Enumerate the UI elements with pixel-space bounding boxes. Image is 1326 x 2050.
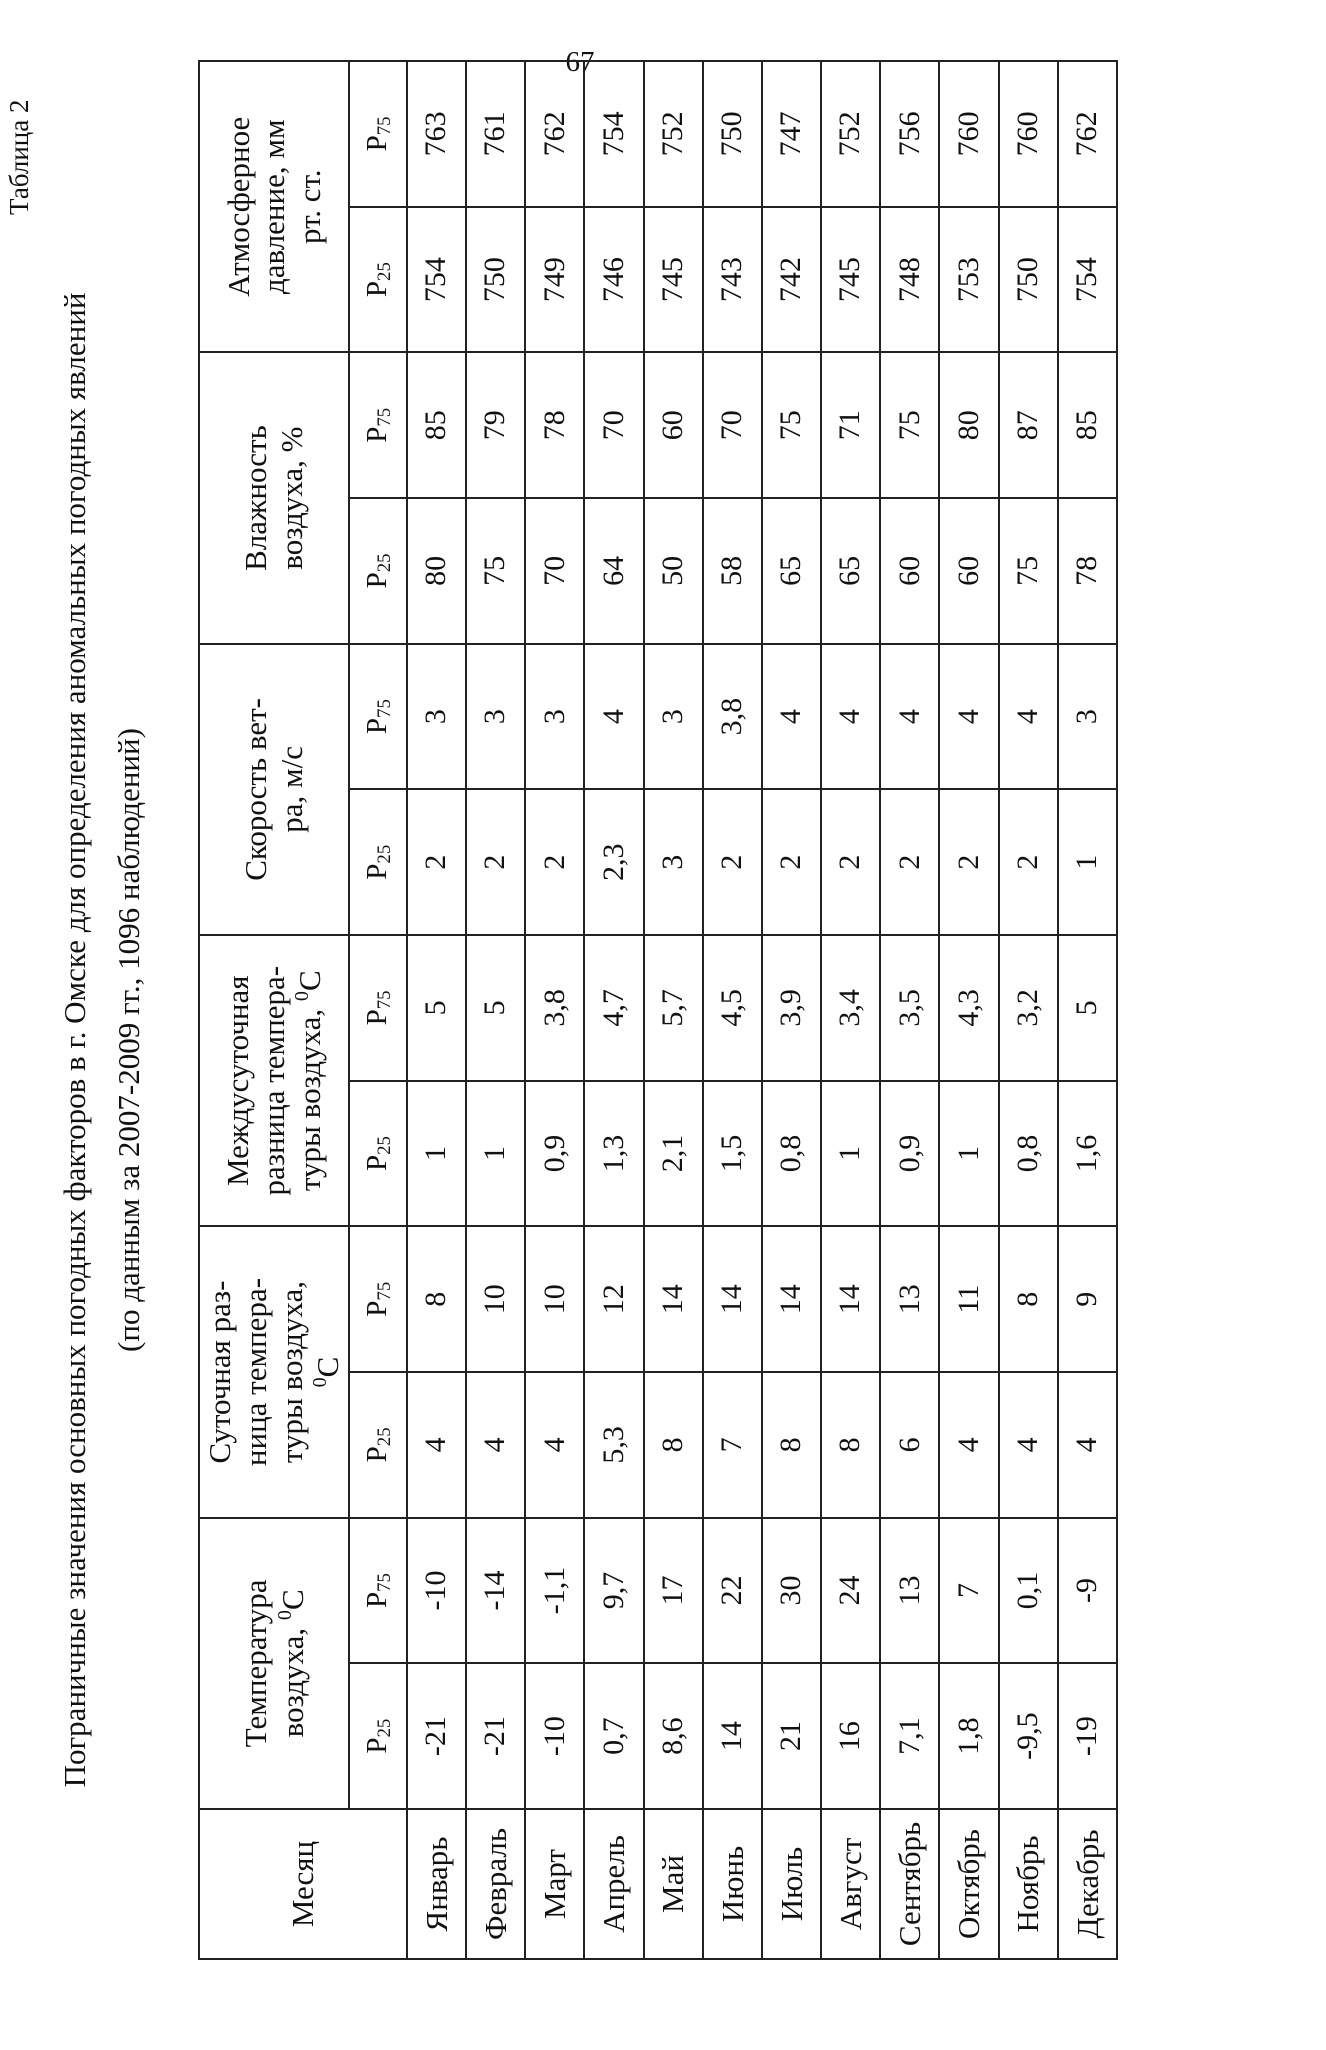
value-cell: 4 <box>407 1372 466 1518</box>
table-row <box>880 61 939 1959</box>
value-cell: 750 <box>999 207 1058 353</box>
group-header-line: разница темпера- <box>255 965 291 1196</box>
group-header-line: воздуха, % <box>274 426 309 570</box>
group-header-line: Температура <box>237 1579 273 1748</box>
value-cell: 3,4 <box>821 935 880 1081</box>
value-cell: 8 <box>762 1372 821 1518</box>
value-cell: 4 <box>466 1372 525 1518</box>
value-cell: 17 <box>644 1518 703 1664</box>
value-cell: 24 <box>821 1518 880 1664</box>
value-cell: 9,7 <box>584 1518 643 1664</box>
group-header-line: давление, мм <box>256 119 292 295</box>
value-cell: 14 <box>703 1226 762 1372</box>
value-cell: 7 <box>703 1372 762 1518</box>
value-cell: 4 <box>584 644 643 790</box>
value-cell: 756 <box>880 61 939 207</box>
value-cell: 4,5 <box>703 935 762 1081</box>
value-cell: 7,1 <box>880 1663 939 1809</box>
value-cell: 0,8 <box>999 1081 1058 1227</box>
percentile-75-header: $Р_{75}$ <box>349 1226 407 1372</box>
percentile-75-header: $Р_{75}$ <box>349 935 407 1081</box>
month-cell: Июнь <box>703 1809 762 1959</box>
value-cell: 746 <box>584 207 643 353</box>
value-cell: 8 <box>821 1372 880 1518</box>
value-cell: 50 <box>644 498 703 644</box>
value-cell: 752 <box>821 61 880 207</box>
value-cell: 3 <box>644 789 703 935</box>
value-cell: 5 <box>1058 935 1117 1081</box>
value-cell: 8 <box>644 1372 703 1518</box>
value-cell: 7 <box>939 1518 998 1664</box>
value-cell: 70 <box>525 498 584 644</box>
value-cell: 754 <box>1058 207 1117 353</box>
value-cell: 1 <box>821 1081 880 1227</box>
weather-thresholds-table <box>198 60 1118 1960</box>
percentile-75-header: $Р_{75}$ <box>349 1518 407 1664</box>
value-cell: 4 <box>999 644 1058 790</box>
group-header-line: Междусуточная <box>220 975 256 1186</box>
value-cell: 745 <box>821 207 880 353</box>
value-cell: 763 <box>407 61 466 207</box>
value-cell: 4 <box>880 644 939 790</box>
value-cell: 9 <box>1058 1226 1117 1372</box>
value-cell: 8 <box>407 1226 466 1372</box>
value-cell: 4 <box>939 1372 998 1518</box>
value-cell: 4 <box>999 1372 1058 1518</box>
value-cell: 14 <box>703 1663 762 1809</box>
value-cell: 3,8 <box>703 644 762 790</box>
percentile-25-header: $Р_{25}$ <box>349 1372 407 1518</box>
value-cell: 21 <box>762 1663 821 1809</box>
value-cell: 753 <box>939 207 998 353</box>
group-header-line: Суточная раз- <box>202 1280 238 1464</box>
value-cell: 4,7 <box>584 935 643 1081</box>
value-cell: 8,6 <box>644 1663 703 1809</box>
percentile-75-header: $Р_{75}$ <box>349 644 407 790</box>
value-cell: 65 <box>762 498 821 644</box>
value-cell: 10 <box>525 1226 584 1372</box>
value-cell: 16 <box>821 1663 880 1809</box>
month-cell: Январь <box>407 1809 466 1959</box>
table-row <box>407 61 466 1959</box>
value-cell: 14 <box>762 1226 821 1372</box>
value-cell: 5,3 <box>584 1372 643 1518</box>
value-cell: -10 <box>525 1663 584 1809</box>
value-cell: 762 <box>1058 61 1117 207</box>
value-cell: 4,3 <box>939 935 998 1081</box>
percentile-25-header: $Р_{25}$ <box>349 789 407 935</box>
group-header-pressure <box>199 61 349 352</box>
value-cell: 760 <box>939 61 998 207</box>
value-cell: 2 <box>407 789 466 935</box>
month-cell: Февраль <box>466 1809 525 1959</box>
percentile-75-header: $Р_{75}$ <box>349 352 407 498</box>
title-line-2: (по данным за 2007-2009 гг., 1096 наблюдений) <box>111 728 146 1352</box>
group-header-wind-speed <box>199 644 349 935</box>
table-row <box>939 61 998 1959</box>
month-cell: Апрель <box>584 1809 643 1959</box>
value-cell: 1 <box>407 1081 466 1227</box>
value-cell: 70 <box>584 352 643 498</box>
value-cell: 2 <box>703 789 762 935</box>
table-row <box>525 61 584 1959</box>
value-cell: 12 <box>584 1226 643 1372</box>
subheader-row <box>349 61 407 1959</box>
value-cell: 761 <box>466 61 525 207</box>
value-cell: 80 <box>939 352 998 498</box>
value-cell: 742 <box>762 207 821 353</box>
table-row <box>821 61 880 1959</box>
value-cell: 2 <box>880 789 939 935</box>
value-cell: 60 <box>880 498 939 644</box>
value-cell: 14 <box>821 1226 880 1372</box>
value-cell: 60 <box>644 352 703 498</box>
value-cell: 8 <box>999 1226 1058 1372</box>
value-cell: 2,1 <box>644 1081 703 1227</box>
value-cell: 3,8 <box>525 935 584 1081</box>
value-cell: 5 <box>407 935 466 1081</box>
value-cell: 5 <box>466 935 525 1081</box>
value-cell: -9 <box>1058 1518 1117 1664</box>
value-cell: 75 <box>466 498 525 644</box>
group-header-line: воздуха, $^0$C <box>273 1589 310 1738</box>
percentile-25-header: $Р_{25}$ <box>349 1663 407 1809</box>
value-cell: 80 <box>407 498 466 644</box>
value-cell: 750 <box>703 61 762 207</box>
table-row <box>703 61 762 1959</box>
group-header-line: рт. ст. <box>291 169 327 244</box>
value-cell: 4 <box>525 1372 584 1518</box>
value-cell: 87 <box>999 352 1058 498</box>
value-cell: 3 <box>1058 644 1117 790</box>
value-cell: 4 <box>939 644 998 790</box>
group-header-line: туры воздуха, $^0$C <box>291 970 328 1192</box>
month-cell: Декабрь <box>1058 1809 1117 1959</box>
value-cell: 65 <box>821 498 880 644</box>
group-header-line: $^0$C <box>309 1356 346 1388</box>
table-row <box>584 61 643 1959</box>
group-header-line: туры воздуха, <box>273 1280 309 1464</box>
percentile-25-header: $Р_{25}$ <box>349 207 407 353</box>
table-row <box>466 61 525 1959</box>
value-cell: 75 <box>999 498 1058 644</box>
value-cell: 11 <box>939 1226 998 1372</box>
value-cell: 85 <box>1058 352 1117 498</box>
value-cell: 1 <box>939 1081 998 1227</box>
value-cell: 762 <box>525 61 584 207</box>
value-cell: 3,2 <box>999 935 1058 1081</box>
value-cell: 75 <box>880 352 939 498</box>
value-cell: 1,6 <box>1058 1081 1117 1227</box>
month-cell: Октябрь <box>939 1809 998 1959</box>
value-cell: 0,8 <box>762 1081 821 1227</box>
percentile-75-header: $Р_{75}$ <box>349 61 407 207</box>
group-header-line: Скорость вет- <box>238 698 274 881</box>
value-cell: 0,1 <box>999 1518 1058 1664</box>
percentile-25-header: $Р_{25}$ <box>349 498 407 644</box>
value-cell: 60 <box>939 498 998 644</box>
month-cell: Ноябрь <box>999 1809 1058 1959</box>
value-cell: 743 <box>703 207 762 353</box>
value-cell: 3 <box>644 644 703 790</box>
value-cell: 79 <box>466 352 525 498</box>
value-cell: 78 <box>525 352 584 498</box>
value-cell: 14 <box>644 1226 703 1372</box>
value-cell: 13 <box>880 1226 939 1372</box>
value-cell: -1,1 <box>525 1518 584 1664</box>
month-cell: Июль <box>762 1809 821 1959</box>
page-number: 67 <box>565 46 595 78</box>
value-cell: 30 <box>762 1518 821 1664</box>
value-cell: 750 <box>466 207 525 353</box>
value-cell: 13 <box>880 1518 939 1664</box>
value-cell: 10 <box>466 1226 525 1372</box>
value-cell: 3 <box>407 644 466 790</box>
value-cell: -21 <box>466 1663 525 1809</box>
month-cell: Август <box>821 1809 880 1959</box>
value-cell: 3,5 <box>880 935 939 1081</box>
value-cell: 2 <box>999 789 1058 935</box>
value-cell: 2,3 <box>584 789 643 935</box>
table-row <box>999 61 1058 1959</box>
value-cell: 70 <box>703 352 762 498</box>
table-body <box>407 61 1117 1959</box>
value-cell: 1 <box>1058 789 1117 935</box>
table-row <box>762 61 821 1959</box>
month-column-header: Месяц <box>199 1809 407 1959</box>
value-cell: 754 <box>407 207 466 353</box>
value-cell: 2 <box>466 789 525 935</box>
value-cell: 2 <box>762 789 821 935</box>
group-header-line: Влажность <box>238 425 274 571</box>
value-cell: 0,9 <box>525 1081 584 1227</box>
value-cell: 3,9 <box>762 935 821 1081</box>
table-label: Таблица 2 <box>4 99 34 215</box>
table-title <box>48 80 156 2000</box>
value-cell: 6 <box>880 1372 939 1518</box>
value-cell: 3 <box>525 644 584 790</box>
value-cell: 747 <box>762 61 821 207</box>
group-header-row <box>199 61 349 1959</box>
value-cell: 2 <box>939 789 998 935</box>
month-cell: Март <box>525 1809 584 1959</box>
group-header-line: ра, м/с <box>274 746 309 833</box>
value-cell: 78 <box>1058 498 1117 644</box>
value-cell: 752 <box>644 61 703 207</box>
value-cell: 4 <box>1058 1372 1117 1518</box>
value-cell: 0,7 <box>584 1663 643 1809</box>
value-cell: 748 <box>880 207 939 353</box>
group-header-daily-temp-range <box>199 1226 349 1517</box>
value-cell: 1,8 <box>939 1663 998 1809</box>
table-row <box>1058 61 1117 1959</box>
group-header-line: ница темпера- <box>237 1277 273 1467</box>
value-cell: 64 <box>584 498 643 644</box>
value-cell: 3 <box>466 644 525 790</box>
value-cell: 75 <box>762 352 821 498</box>
month-cell: Сентябрь <box>880 1809 939 1959</box>
rotated-page-content <box>0 50 1320 2030</box>
title-line-1: Пограничные значения основных погодных факторов в г. Омске для определения аномальных погодных явлений <box>57 292 92 1788</box>
group-header-temperature <box>199 1518 349 1809</box>
value-cell: 71 <box>821 352 880 498</box>
value-cell: -21 <box>407 1663 466 1809</box>
value-cell: 22 <box>703 1518 762 1664</box>
percentile-25-header: $Р_{25}$ <box>349 1081 407 1227</box>
value-cell: 4 <box>762 644 821 790</box>
value-cell: -10 <box>407 1518 466 1664</box>
group-header-line: Атмосферное <box>220 116 256 297</box>
value-cell: 1,3 <box>584 1081 643 1227</box>
value-cell: 754 <box>584 61 643 207</box>
value-cell: 760 <box>999 61 1058 207</box>
value-cell: 745 <box>644 207 703 353</box>
value-cell: 0,9 <box>880 1081 939 1227</box>
value-cell: -14 <box>466 1518 525 1664</box>
value-cell: 749 <box>525 207 584 353</box>
value-cell: 1,5 <box>703 1081 762 1227</box>
value-cell: -9,5 <box>999 1663 1058 1809</box>
value-cell: -19 <box>1058 1663 1117 1809</box>
month-cell: Май <box>644 1809 703 1959</box>
value-cell: 2 <box>821 789 880 935</box>
table-row <box>644 61 703 1959</box>
value-cell: 2 <box>525 789 584 935</box>
value-cell: 1 <box>466 1081 525 1227</box>
group-header-interdiurnal-temp-diff <box>199 935 349 1226</box>
value-cell: 5,7 <box>644 935 703 1081</box>
group-header-humidity <box>199 352 349 643</box>
value-cell: 4 <box>821 644 880 790</box>
value-cell: 58 <box>703 498 762 644</box>
value-cell: 85 <box>407 352 466 498</box>
